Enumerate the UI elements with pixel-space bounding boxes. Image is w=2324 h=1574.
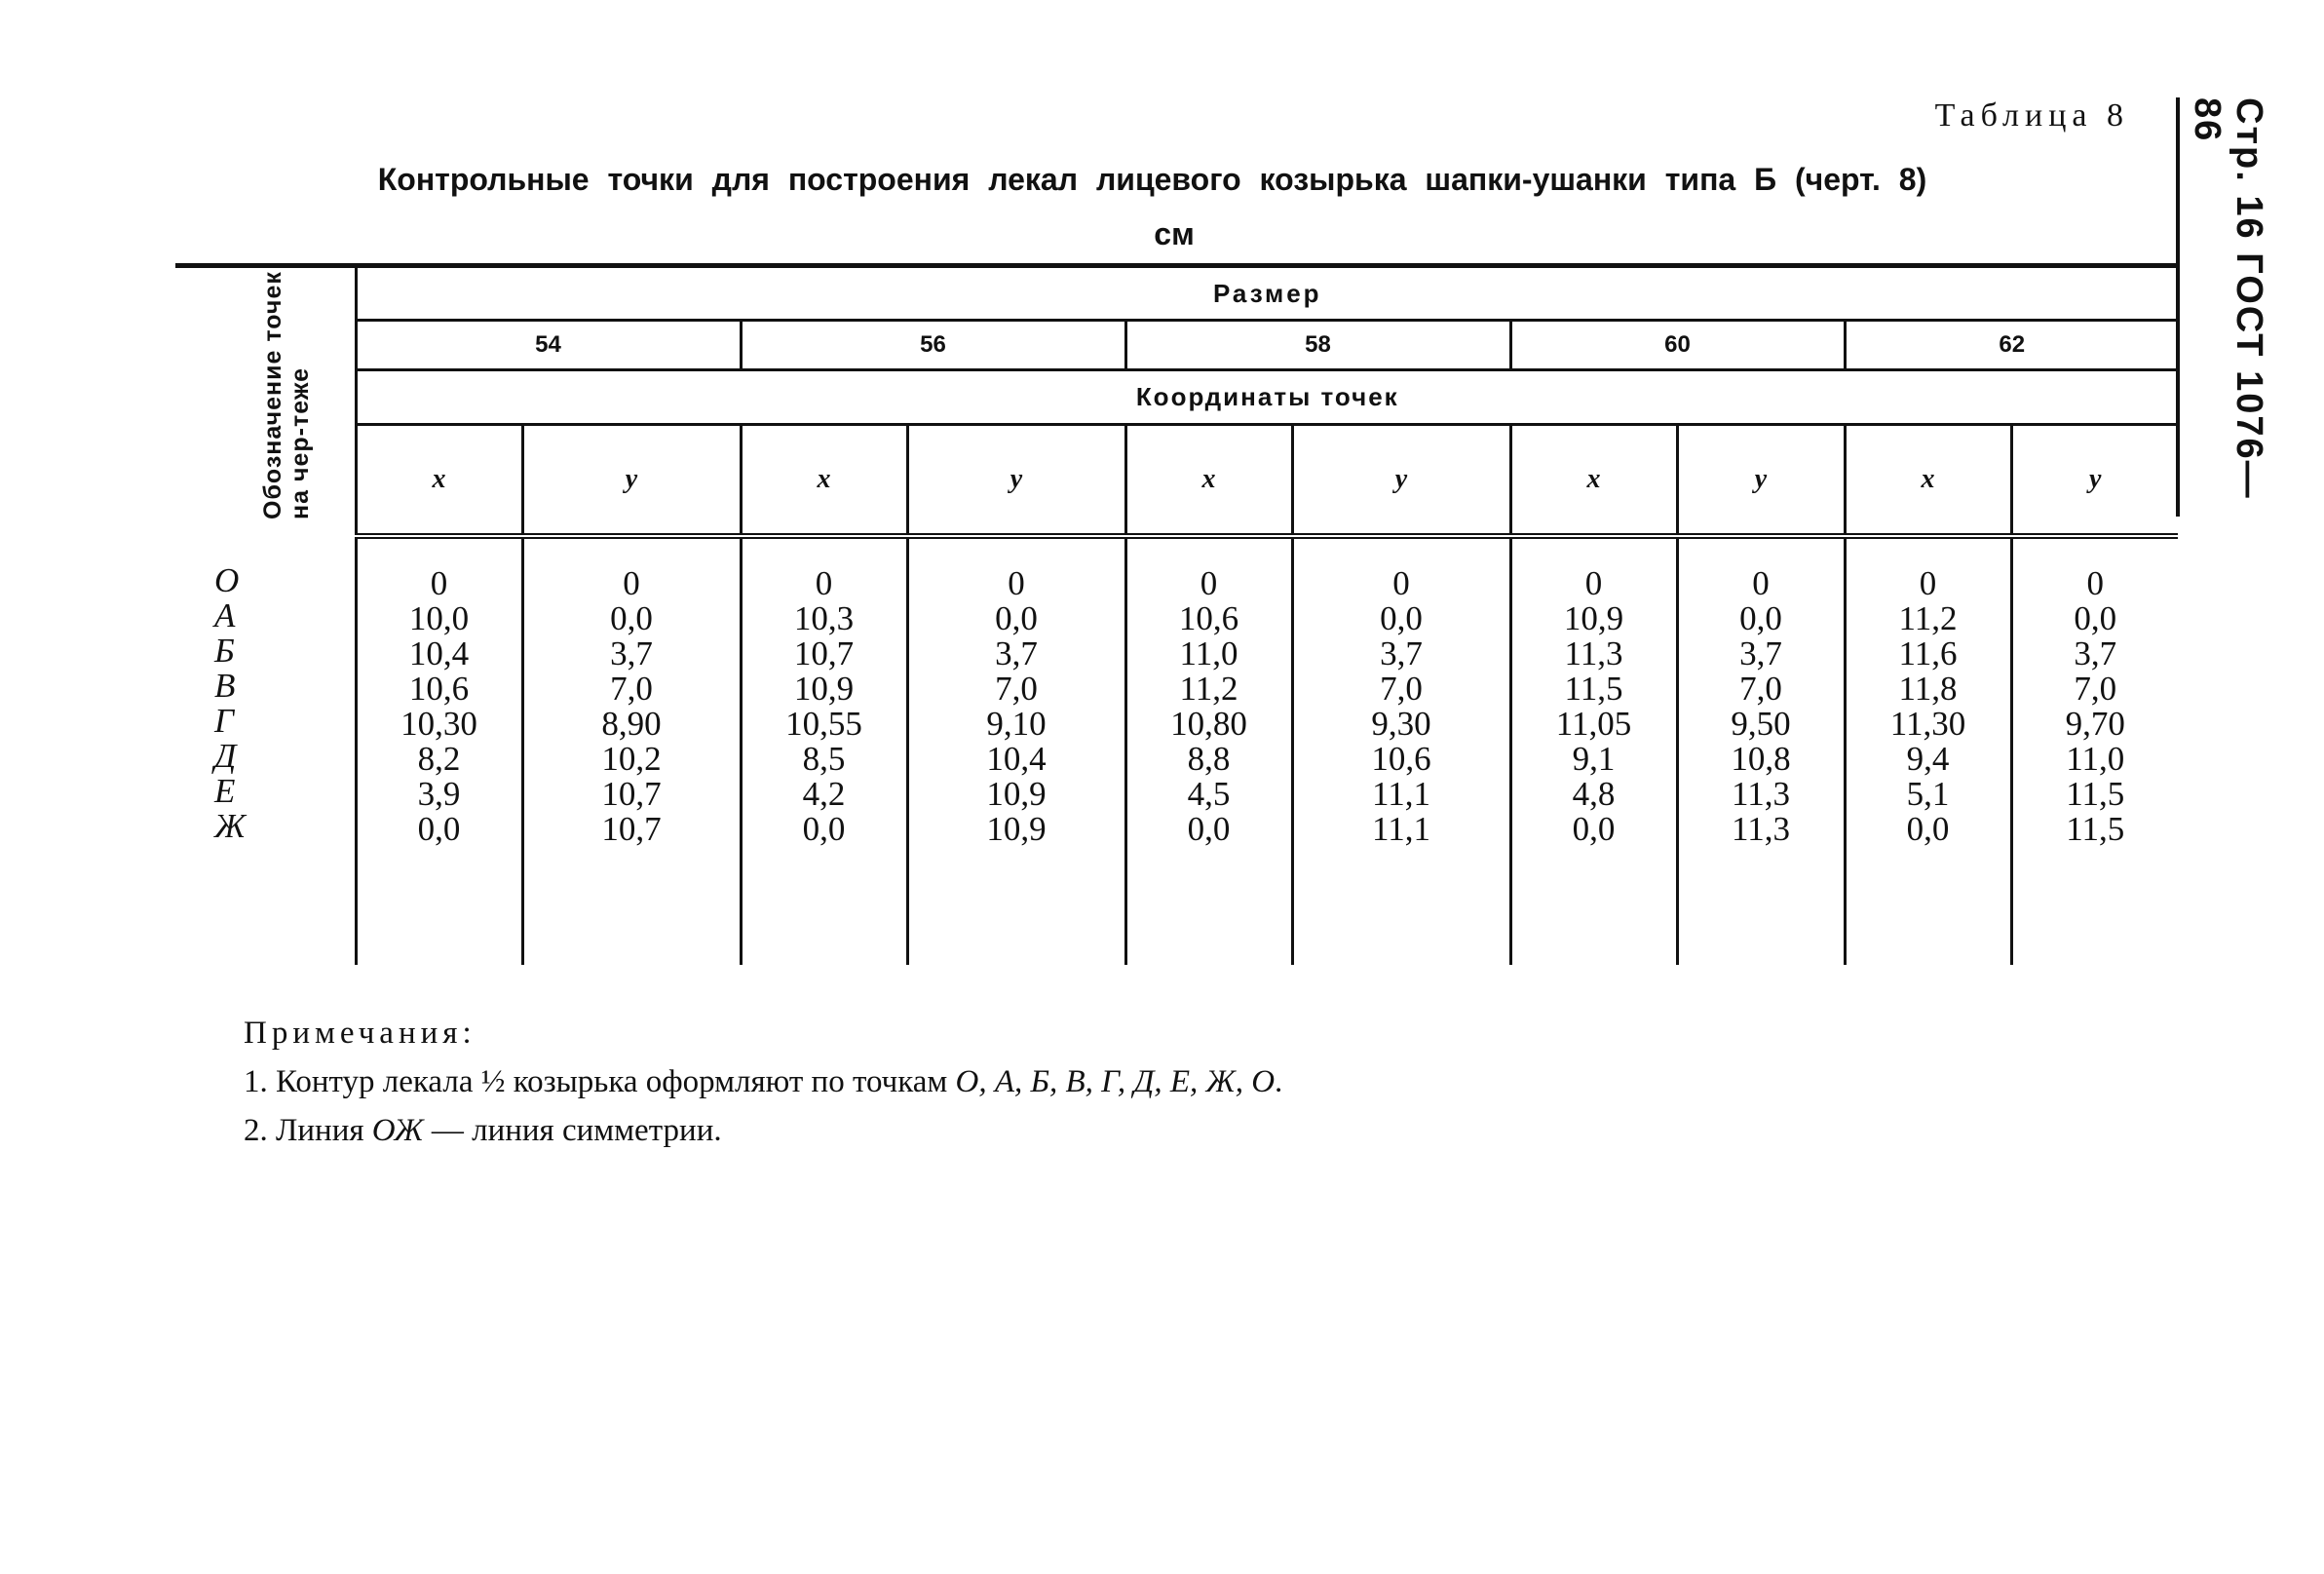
table-title: Контрольные точки для построения лекал лицевого козырька шапки-ушанки типа Б (черт. 8) xyxy=(377,162,1927,197)
table-cell: 0,0 xyxy=(802,810,846,848)
table-cell: 0,0 xyxy=(995,599,1038,637)
table-cell: 0,0 xyxy=(1739,599,1782,637)
axis-y-header: y xyxy=(907,424,1125,536)
table-cell: 8,2 xyxy=(417,740,461,778)
table-cell: Г xyxy=(214,702,234,740)
axis-x-header: x xyxy=(741,424,907,536)
table-cell: 10,6 xyxy=(1178,599,1239,637)
table-cell: 0 xyxy=(2086,564,2104,602)
table-cell: 11,0 xyxy=(2066,740,2125,778)
table-cell: 3,7 xyxy=(1380,634,1423,672)
table-cell: Е xyxy=(214,772,236,810)
size-58-header: 58 xyxy=(1125,321,1510,370)
table-cell: 0 xyxy=(1752,564,1770,602)
table-cell: 10,7 xyxy=(601,775,662,813)
table-cell: 9,50 xyxy=(1731,705,1791,743)
axis-x-header: x xyxy=(1510,424,1677,536)
table-cell: 10,7 xyxy=(793,634,855,672)
table-cell: 4,2 xyxy=(802,775,846,813)
axis-y-header: y xyxy=(1677,424,1845,536)
table-cell: 11,1 xyxy=(1372,810,1430,848)
table-cell: 10,7 xyxy=(601,810,662,848)
note-item-1 xyxy=(244,1057,1282,1106)
size-60-y-column xyxy=(1677,536,1845,965)
table-cell: 0 xyxy=(1392,564,1410,602)
table-cell: 0,0 xyxy=(2074,599,2117,637)
table-cell: 10,6 xyxy=(1371,740,1431,778)
axis-y-header: y xyxy=(522,424,741,536)
table-cell: 8,90 xyxy=(601,705,662,743)
table-cell: 0 xyxy=(1584,564,1603,602)
points-label-header-text: Обозначение точек на чер-теже xyxy=(258,271,314,519)
table-cell: 0 xyxy=(815,564,833,602)
table-cell: 9,4 xyxy=(1906,740,1950,778)
table-cell: 10,4 xyxy=(986,740,1047,778)
table-cell: 10,9 xyxy=(793,670,855,708)
table-cell: 0,0 xyxy=(1187,810,1231,848)
table-cell: 8,8 xyxy=(1187,740,1231,778)
axis-y-header: y xyxy=(1292,424,1510,536)
table-cell: 10,2 xyxy=(601,740,662,778)
note-2-line: ОЖ xyxy=(371,1113,424,1148)
table-cell: 0 xyxy=(430,564,448,602)
size-56-header: 56 xyxy=(741,321,1125,370)
notes-section xyxy=(244,1009,1282,1155)
table-cell: 11,30 xyxy=(1889,705,1966,743)
table-cell: 7,0 xyxy=(2074,670,2117,708)
table-cell: 3,7 xyxy=(2074,634,2117,672)
table-cell: 11,2 xyxy=(1179,670,1238,708)
table-cell: 0 xyxy=(1919,564,1937,602)
size-54-header: 54 xyxy=(356,321,741,370)
size-60-header: 60 xyxy=(1510,321,1845,370)
table-cell: 10,30 xyxy=(400,705,477,743)
table-cell: 0,0 xyxy=(1572,810,1616,848)
table-cell: 10,6 xyxy=(408,670,470,708)
note-1-end: . xyxy=(1275,1064,1283,1099)
table-cell: 5,1 xyxy=(1906,775,1950,813)
table-cell: 9,70 xyxy=(2065,705,2125,743)
table-cell: О xyxy=(214,561,240,599)
table-cell: 9,10 xyxy=(986,705,1047,743)
table-number: Таблица 8 xyxy=(1934,97,2129,134)
table-cell: 3,9 xyxy=(417,775,461,813)
table-cell: 11,3 xyxy=(1732,775,1790,813)
table-cell: 10,9 xyxy=(986,775,1047,813)
table-cell: 11,3 xyxy=(1732,810,1790,848)
axis-x-header: x xyxy=(1845,424,2011,536)
axis-x-header: x xyxy=(356,424,522,536)
notes-title: Примечания: xyxy=(244,1016,476,1051)
table-cell: 11,2 xyxy=(1898,599,1958,637)
table-cell: 11,8 xyxy=(1898,670,1958,708)
table-cell: 11,05 xyxy=(1555,705,1632,743)
size-54-x-column xyxy=(356,536,522,965)
size-54-y-column xyxy=(522,536,741,965)
table-cell: 0 xyxy=(1200,564,1218,602)
table-cell: 10,80 xyxy=(1170,705,1247,743)
table-cell: 11,0 xyxy=(1179,634,1238,672)
table-cell: 10,0 xyxy=(408,599,470,637)
table-cell: 0 xyxy=(623,564,640,602)
table-cell: 7,0 xyxy=(610,670,653,708)
table-cell: 7,0 xyxy=(1739,670,1782,708)
points-column xyxy=(175,536,356,965)
table-cell: 4,8 xyxy=(1572,775,1616,813)
table-cell: 9,30 xyxy=(1371,705,1431,743)
axis-x-header: x xyxy=(1125,424,1292,536)
table-cell: 8,5 xyxy=(802,740,846,778)
table-cell: 0,0 xyxy=(1906,810,1950,848)
table-cell: В xyxy=(214,667,236,705)
table-cell: 0 xyxy=(1008,564,1025,602)
size-62-y-column xyxy=(2011,536,2178,965)
table-cell: 3,7 xyxy=(1739,634,1782,672)
size-58-y-column xyxy=(1292,536,1510,965)
table-cell: 11,6 xyxy=(1898,634,1958,672)
size-62-x-column xyxy=(1845,536,2011,965)
note-2-end: — линия симметрии. xyxy=(423,1113,722,1148)
table-cell: 10,55 xyxy=(785,705,862,743)
table-cell: Б xyxy=(214,632,235,670)
axis-y-header: y xyxy=(2011,424,2178,536)
table-cell: 0,0 xyxy=(1380,599,1423,637)
table-cell: 0,0 xyxy=(417,810,461,848)
table-cell: 10,8 xyxy=(1731,740,1791,778)
page-header: Стр. 16 ГОСТ 1076—86 xyxy=(2176,97,2269,517)
table-cell: 10,4 xyxy=(408,634,470,672)
table-cell: 0,0 xyxy=(610,599,653,637)
table-cell: 9,1 xyxy=(1572,740,1616,778)
size-56-y-column xyxy=(907,536,1125,965)
table-cell: Ж xyxy=(214,807,247,845)
points-label-header xyxy=(175,266,356,537)
table-cell: 11,1 xyxy=(1372,775,1430,813)
table-cell: 3,7 xyxy=(610,634,653,672)
size-58-x-column xyxy=(1125,536,1292,965)
table-cell: 11,5 xyxy=(2066,775,2125,813)
table-cell: 10,9 xyxy=(1563,599,1624,637)
table-cell: 11,5 xyxy=(2066,810,2125,848)
coordinates-header: Координаты точек xyxy=(356,370,2178,424)
table-cell: 7,0 xyxy=(1380,670,1423,708)
table-cell: А xyxy=(214,596,236,634)
table-cell: 11,3 xyxy=(1564,634,1623,672)
table-cell: 11,5 xyxy=(1564,670,1623,708)
table-cell: 4,5 xyxy=(1187,775,1231,813)
note-1-points: О, А, Б, В, Г, Д, Е, Ж, О xyxy=(955,1064,1276,1099)
table-cell: 10,3 xyxy=(793,599,855,637)
size-56-x-column xyxy=(741,536,907,965)
table-cell: 7,0 xyxy=(995,670,1038,708)
note-item-2 xyxy=(244,1106,1282,1155)
unit-label: см xyxy=(1154,216,1195,251)
table-body-row xyxy=(175,536,2178,965)
table-cell: 3,7 xyxy=(995,634,1038,672)
size-header: Размер xyxy=(356,266,2178,321)
table-cell: Д xyxy=(214,737,237,775)
note-1-text: 1. Контур лекала ½ козырька оформляют по точкам xyxy=(244,1064,956,1099)
note-2-text: 2. Линия xyxy=(244,1113,372,1148)
coordinates-table xyxy=(175,263,2178,965)
size-62-header: 62 xyxy=(1845,321,2178,370)
table-cell: 10,9 xyxy=(986,810,1047,848)
size-60-x-column xyxy=(1510,536,1677,965)
